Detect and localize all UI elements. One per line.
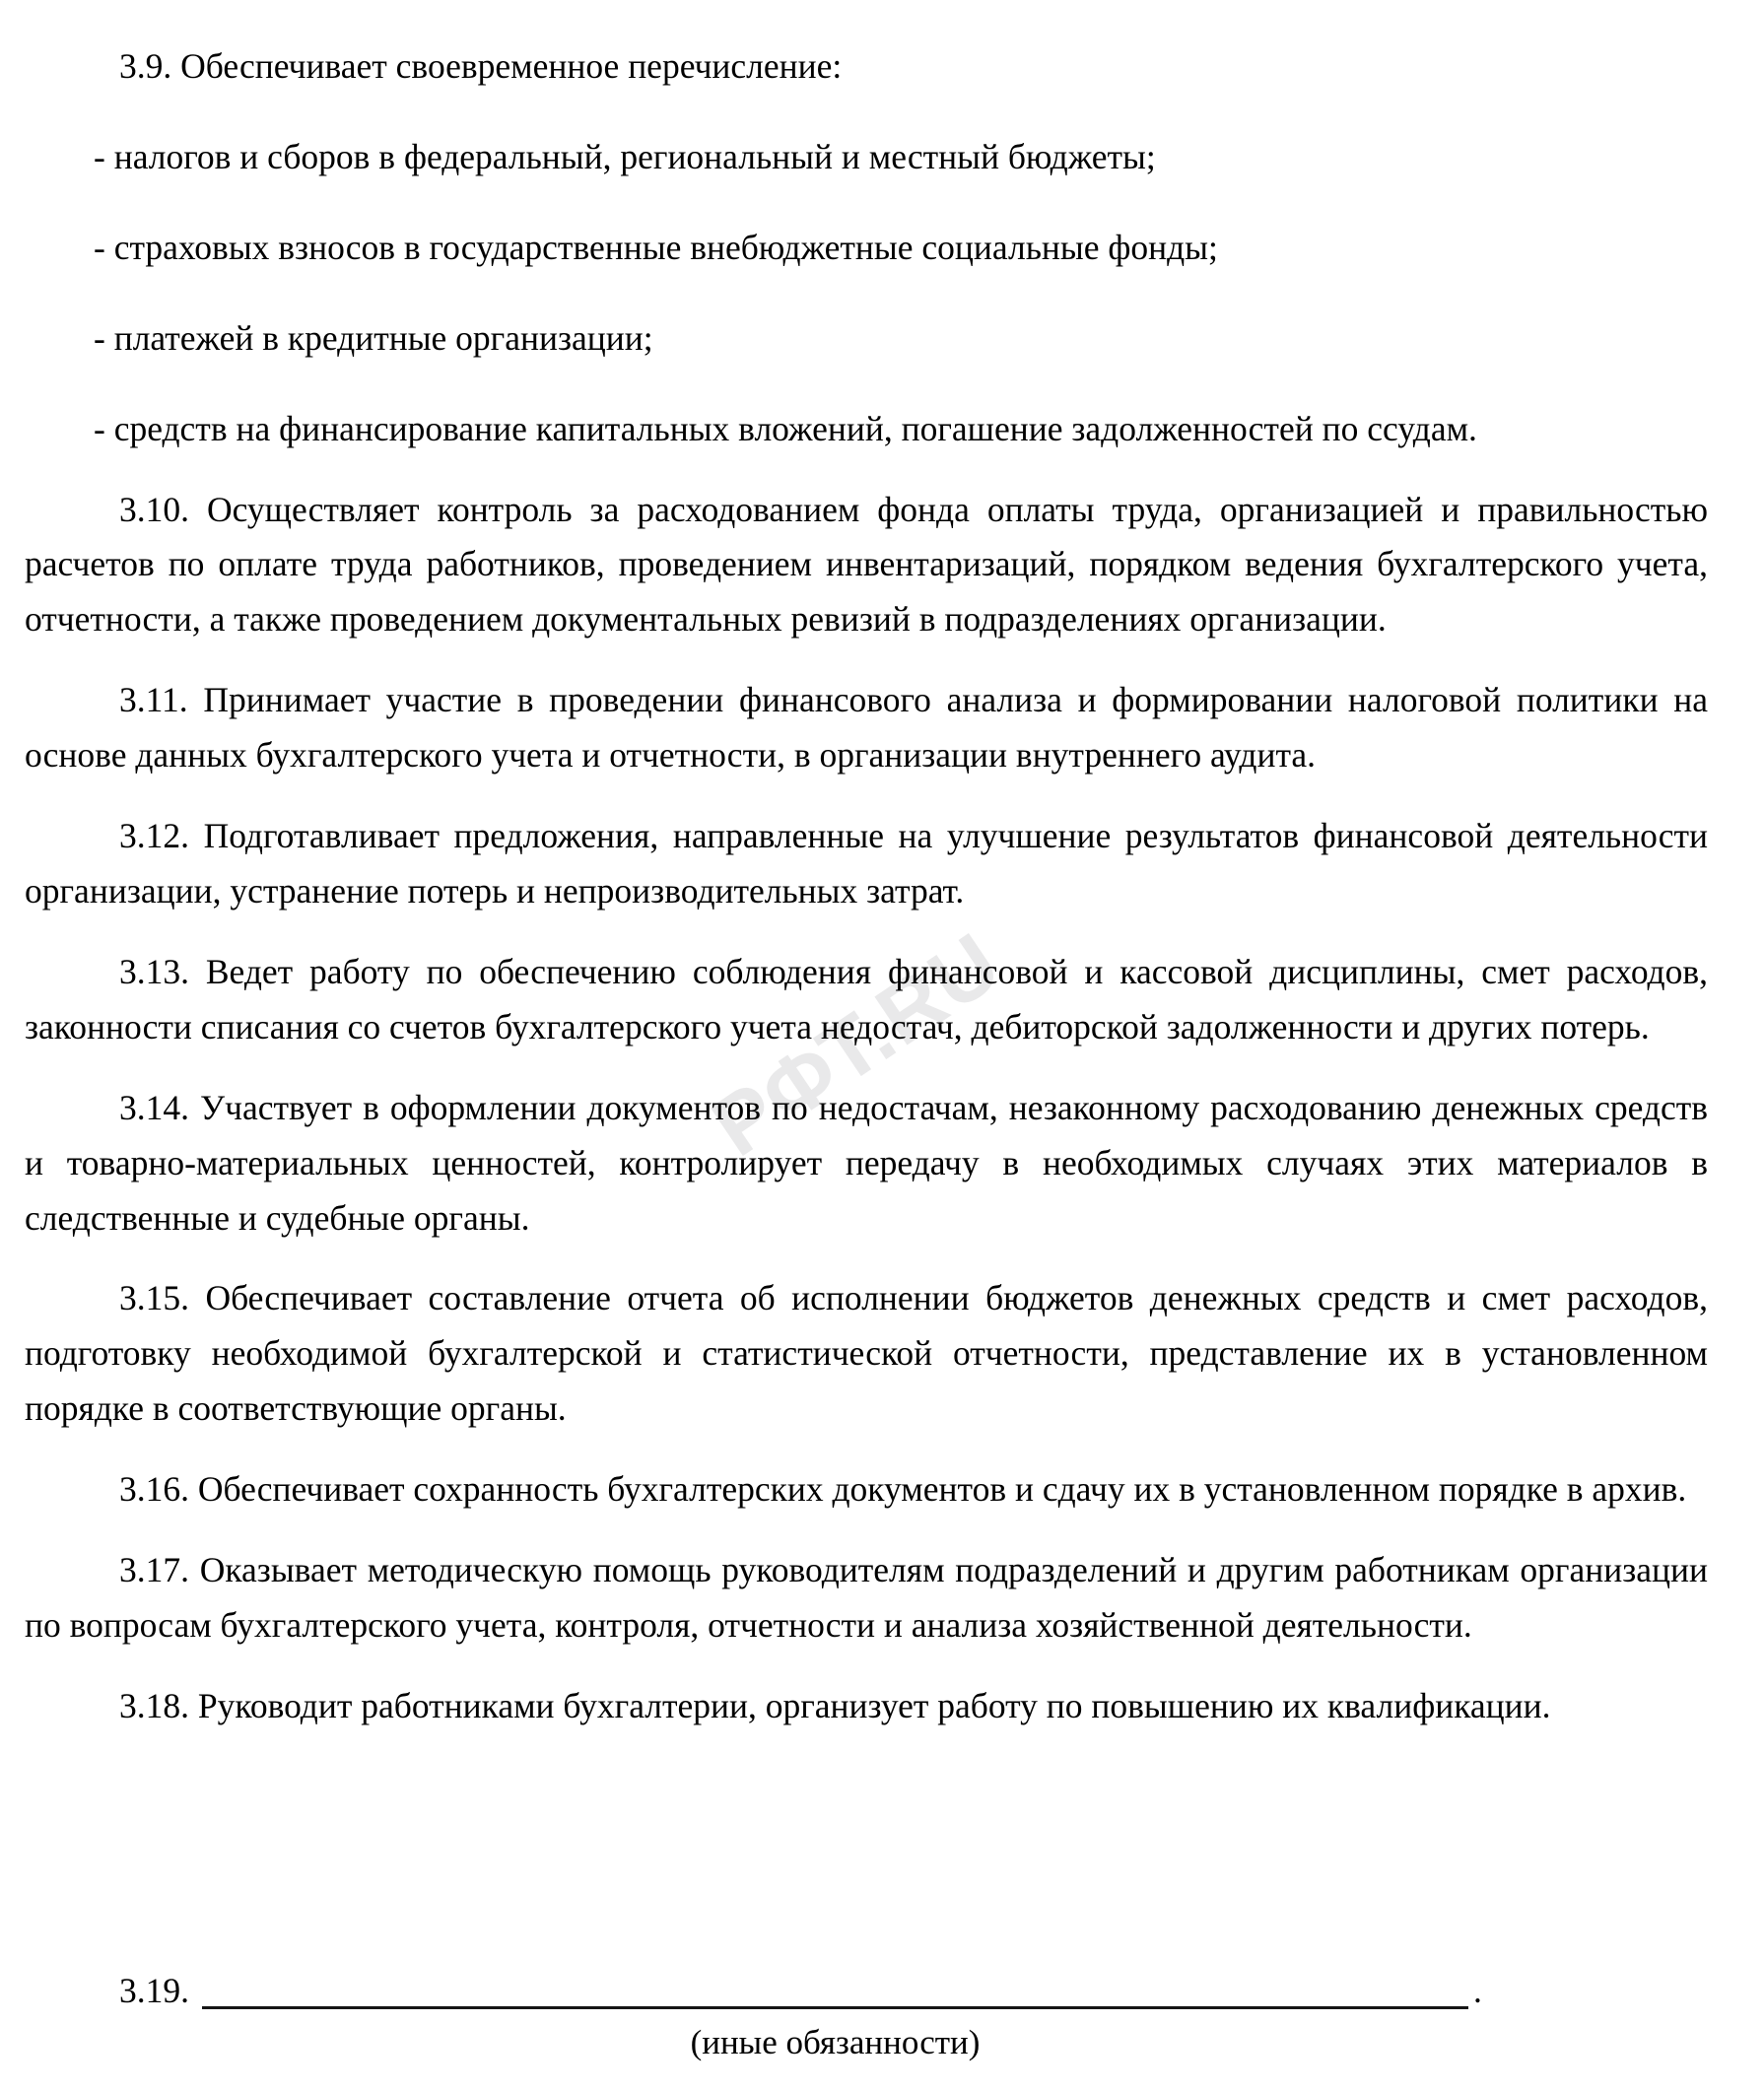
paragraph-3-12: 3.12. Подготавливает предложения, направленные на улучшение результатов финансовой деятельности организации, устранение потерь и непроизводительных затрат. bbox=[25, 816, 1708, 911]
spacer bbox=[25, 457, 1708, 483]
fill-in-blank-line[interactable] bbox=[202, 2006, 1468, 2009]
document-body bbox=[25, 0, 1708, 1734]
paragraph-3-15: 3.15. Обеспечивает составление отчета об исполнении бюджетов денежных средств и смет расходов, подготовку необходимой бухгалтерской и статистической отчетности, представление их в установленном порядке в соответствующие органы. bbox=[25, 1278, 1708, 1429]
paragraph-3-14: 3.14. Участвует в оформлении документов по недостачам, незаконному расходованию денежных средств и товарно-материальных ценностей, контролирует передачу в необходимых случаях этих материалов в следственные и судебные органы. bbox=[25, 1087, 1708, 1238]
spacer bbox=[25, 1518, 1708, 1543]
spacer bbox=[25, 185, 1708, 221]
paragraph-3-11: 3.11. Принимает участие в проведении финансового анализа и формировании налоговой политики на основе данных бухгалтерского учета и отчетности, в организации внутреннего аудита. bbox=[25, 680, 1708, 776]
spacer bbox=[25, 1246, 1708, 1271]
spacer bbox=[25, 276, 1708, 311]
fill-in-row bbox=[25, 1963, 1708, 2018]
paragraph-3-16: 3.16. Обеспечивает сохранность бухгалтерских документов и сдачу их в установленном порядке в архив. bbox=[119, 1469, 1687, 1510]
bullet-credit-payments: - платежей в кредитные организации; bbox=[94, 317, 653, 358]
spacer bbox=[25, 783, 1708, 809]
bullet-taxes: - налогов и сборов в федеральный, региональный и местный бюджеты; bbox=[94, 136, 1156, 176]
spacer bbox=[25, 1653, 1708, 1679]
paragraph-3-10: 3.10. Осуществляет контроль за расходованием фонда оплаты труда, организацией и правильностью расчетов по оплате труда работников, проведением инвентаризаций, порядком ведения бухгалтерского учета, отчетности, а также проведением документальных ревизий в подразделениях организации. bbox=[25, 489, 1708, 640]
fill-in-caption: (иные обязанности) bbox=[690, 2023, 981, 2061]
spacer-top bbox=[25, 0, 1708, 39]
paragraph-3-9: 3.9. Обеспечивает своевременное перечисление: bbox=[119, 46, 843, 86]
paragraph-3-18: 3.18. Руководит работниками бухгалтерии, организует работу по повышению их квалификации. bbox=[119, 1685, 1551, 1725]
paragraph-3-19-number: 3.19. bbox=[119, 1971, 189, 2010]
bullet-insurance-contributions: - страховых взносов в государственные внебюджетные социальные фонды; bbox=[94, 227, 1218, 267]
spacer bbox=[25, 919, 1708, 945]
spacer bbox=[25, 95, 1708, 130]
watermark-text: РФТ.RU bbox=[696, 913, 1019, 1175]
bullet-capital-investments: - средств на финансирование капитальных вложений, погашение задолженностей по ссудам. bbox=[94, 408, 1477, 448]
spacer bbox=[25, 647, 1708, 673]
spacer bbox=[25, 1055, 1708, 1081]
paragraph-3-13: 3.13. Ведет работу по обеспечению соблюдения финансовой и кассовой дисциплины, смет расходов, законности списания со счетов бухгалтерского учета недостач, дебиторской задолженности и других потерь. bbox=[25, 951, 1708, 1046]
paragraph-3-17: 3.17. Оказывает методическую помощь руководителям подразделений и другим работникам организации по вопросам бухгалтерского учета, контроля, отчетности и анализа хозяйственной деятельности. bbox=[25, 1550, 1708, 1645]
paragraph-3-19-fill-in bbox=[25, 1963, 1708, 2061]
spacer bbox=[25, 1437, 1708, 1462]
spacer bbox=[25, 367, 1708, 402]
fill-in-trailing-period: . bbox=[1473, 1971, 1482, 2010]
